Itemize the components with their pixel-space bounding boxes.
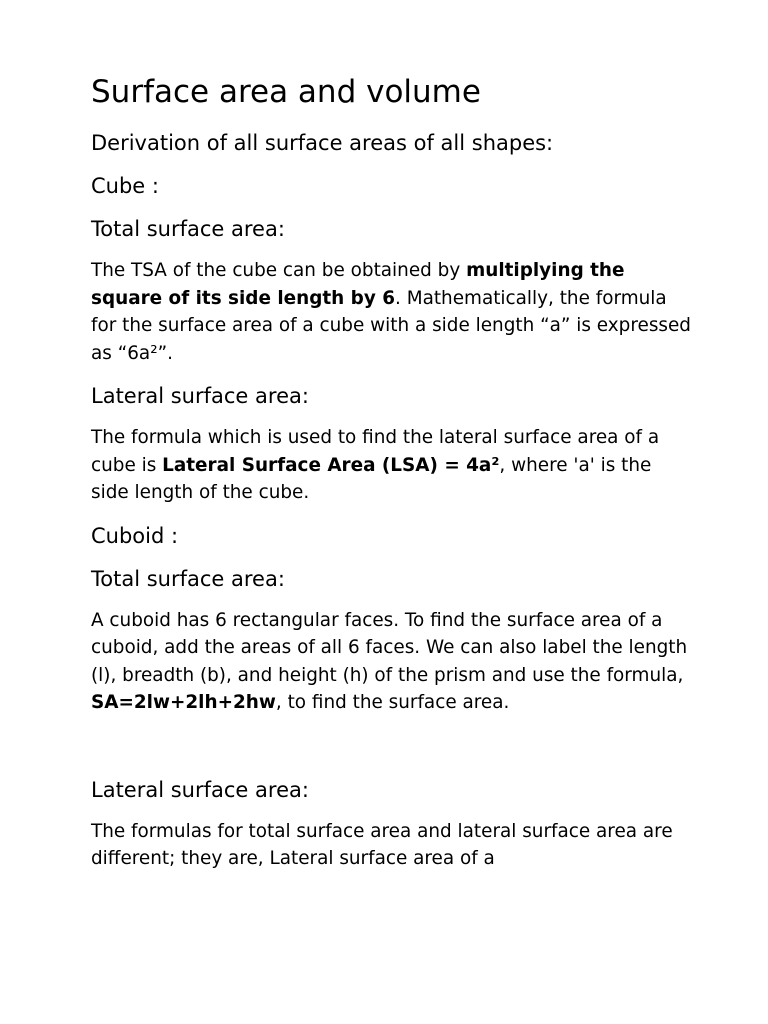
cuboid-tsa-text-1: A cuboid has 6 rectangular faces. To find the surface area of a cuboid, add the areas of all 6 faces. We can also label the length (l), breadth (b), and height (h) of the prism and use the formula, [91, 609, 688, 686]
cube-lsa-heading: Lateral surface area: [91, 384, 309, 408]
cuboid-lsa-heading: Lateral surface area: [91, 777, 309, 802]
cuboid-tsa-bold: SA=2lw+2lh+2hw [91, 692, 276, 713]
cube-tsa-heading: Total surface area: [91, 217, 285, 241]
document-page [91, 70, 691, 887]
cuboid-tsa-paragraph [91, 607, 691, 717]
cuboid-tsa-text-2: , to find the surface area. [275, 692, 510, 713]
document-subtitle: Derivation of all surface areas of all shapes: [91, 131, 554, 155]
cuboid-tsa-heading: Total surface area: [91, 566, 285, 591]
cube-tsa-text-2: . Mathematically, the formula for the surface area of a cube with a side length “a” is expressed as “6a²”. [91, 287, 691, 364]
cube-tsa-text-1: The TSA of the cube can be obtained by [91, 260, 467, 281]
cube-tsa-paragraph [91, 257, 691, 367]
cuboid-lsa-paragraph: The formulas for total surface area and lateral surface area are different; they are, Lateral surface area of a [91, 820, 673, 869]
cube-lsa-text-2: , where 'a' is the side length of the cube. [91, 454, 652, 503]
cube-heading: Cube : [91, 174, 159, 198]
cube-lsa-bold: Lateral Surface Area (LSA) = 4a² [162, 454, 500, 476]
cube-lsa-paragraph [91, 424, 691, 507]
cuboid-heading: Cuboid : [91, 523, 179, 548]
cube-lsa-text-1: The formula which is used to find the lateral surface area of a cube is [91, 427, 660, 476]
cube-tsa-bold: multiplying the square of its side length by 6 [91, 260, 625, 309]
blank-line [91, 731, 691, 775]
document-title: Surface area and volume [91, 74, 481, 110]
